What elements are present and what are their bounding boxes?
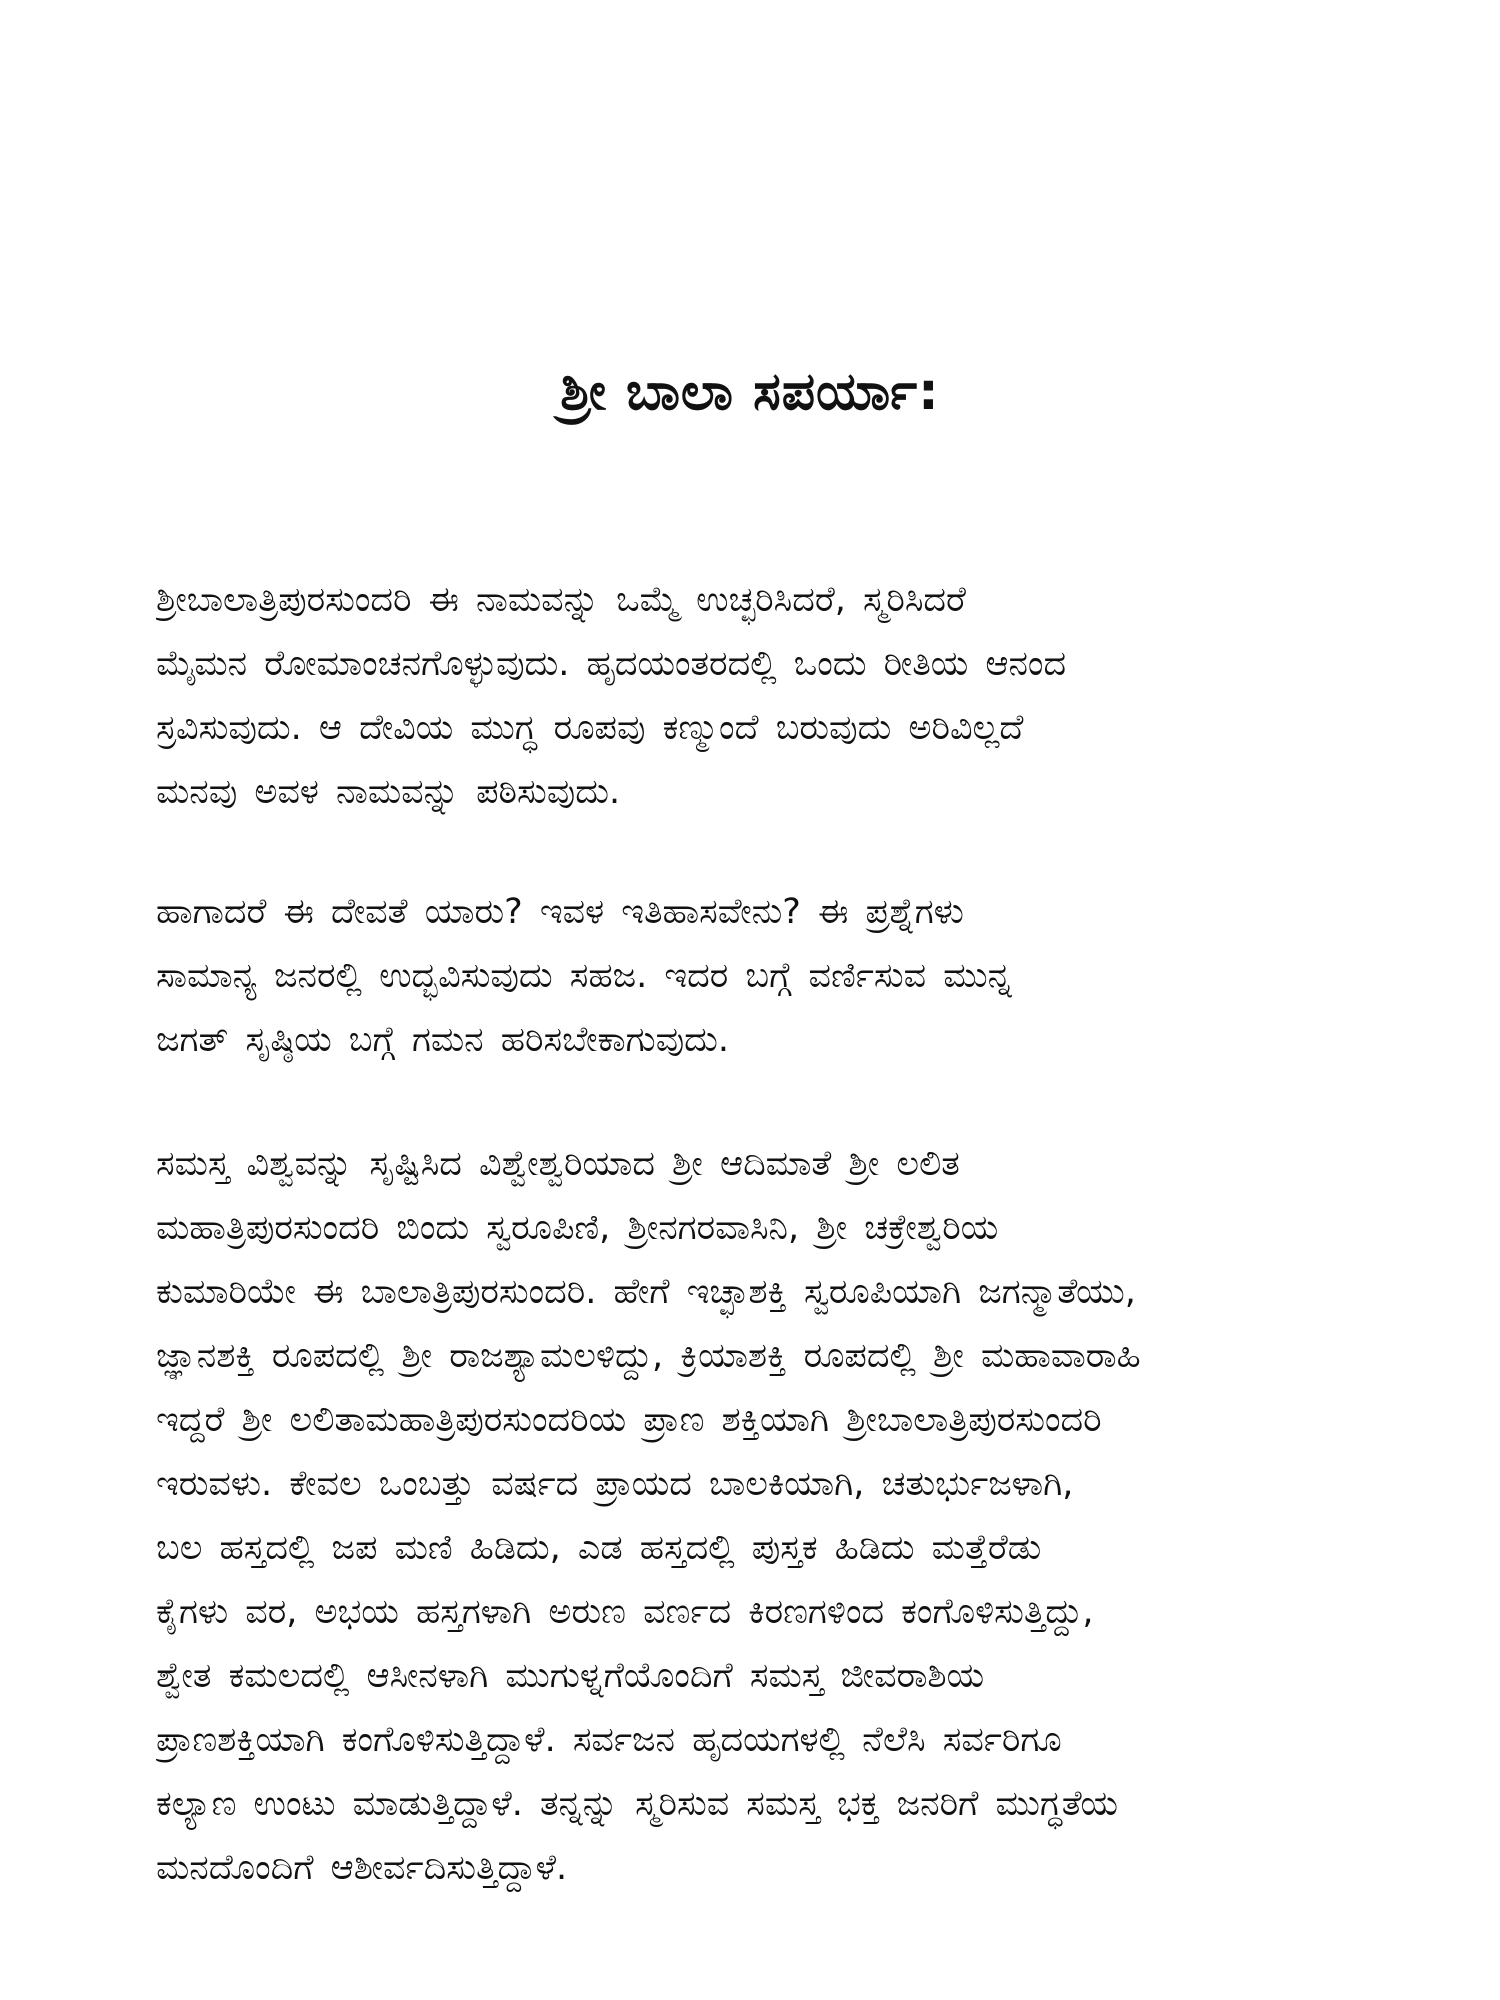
paragraph-line: ಶ್ರೀಬಾಲಾತ್ರಿಪುರಸುಂದರಿ ಈ ನಾಮವನ್ನು ಒಮ್ಮೆ ಉಚ್ಛರಿಸಿದರೆ, ಸ್ಮರಿಸಿದರೆ: [156, 580, 966, 620]
paragraph-3: [156, 1132, 1346, 1900]
paragraph-line: ಕೈಗಳು ವರ, ಅಭಯ ಹಸ್ತಗಳಾಗಿ ಅರುಣ ವರ್ಣದ ಕಿರಣಗಳಿಂದ ಕಂಗೊಳಿಸುತ್ತಿದ್ದು,: [156, 1592, 1094, 1632]
paragraph-line: ಇರುವಳು. ಕೇವಲ ಒಂಬತ್ತು ವರ್ಷದ ಪ್ರಾಯದ ಬಾಲಕಿಯಾಗಿ, ಚತುರ್ಭುಜಳಾಗಿ,: [156, 1464, 1074, 1504]
paragraph-line: ಮನವು ಅವಳ ನಾಮವನ್ನು ಪಠಿಸುವುದು.: [156, 772, 621, 812]
paragraph-1: [156, 568, 1346, 824]
paragraph-line: ಸಾಮಾನ್ಯ ಜನರಲ್ಲಿ ಉದ್ಭವಿಸುವುದು ಸಹಜ. ಇದರ ಬಗ್ಗೆ ವರ್ಣಿಸುವ ಮುನ್ನ: [156, 956, 1012, 996]
paragraph-line: ಸಮಸ್ತ ವಿಶ್ವವನ್ನು ಸೃಷ್ಟಿಸಿದ ವಿಶ್ವೇಶ್ವರಿಯಾದ ಶ್ರೀ ಆದಿಮಾತೆ ಶ್ರೀ ಲಲಿತ: [156, 1144, 960, 1184]
paragraph-line: ಮಹಾತ್ರಿಪುರಸುಂದರಿ ಬಿಂದು ಸ್ವರೂಪಿಣಿ, ಶ್ರೀನಗರವಾಸಿನಿ, ಶ್ರೀ ಚಕ್ರೇಶ್ವರಿಯ: [156, 1208, 999, 1248]
paragraph-line: ಕುಮಾರಿಯೇ ಈ ಬಾಲಾತ್ರಿಪುರಸುಂದರಿ. ಹೇಗೆ ಇಚ್ಛಾಶಕ್ತಿ ಸ್ವರೂಪಿಯಾಗಿ ಜಗನ್ಮಾತೆಯು,: [156, 1272, 1136, 1312]
paragraph-line: ಕಲ್ಯಾಣ ಉಂಟು ಮಾಡುತ್ತಿದ್ದಾಳೆ. ತನ್ನನ್ನು ಸ್ಮರಿಸುವ ಸಮಸ್ತ ಭಕ್ತ ಜನರಿಗೆ ಮುಗ್ಧತೆಯ: [156, 1784, 1119, 1824]
paragraph-line: ಹಾಗಾದರೆ ಈ ದೇವತೆ ಯಾರು? ಇವಳ ಇತಿಹಾಸವೇನು? ಈ ಪ್ರಶ್ನೆಗಳು: [156, 892, 964, 932]
paragraph-line: ಇದ್ದರೆ ಶ್ರೀ ಲಲಿತಾಮಹಾತ್ರಿಪುರಸುಂದರಿಯ ಪ್ರಾಣ ಶಕ್ತಿಯಾಗಿ ಶ್ರೀಬಾಲಾತ್ರಿಪುರಸುಂದರಿ: [156, 1400, 1102, 1440]
paragraph-line: ಪ್ರಾಣಶಕ್ತಿಯಾಗಿ ಕಂಗೊಳಿಸುತ್ತಿದ್ದಾಳೆ. ಸರ್ವಜನ ಹೃದಯಗಳಲ್ಲಿ ನೆಲೆಸಿ ಸರ್ವರಿಗೂ: [156, 1720, 1062, 1760]
paragraph-line: ಮೈಮನ ರೋಮಾಂಚನಗೊಳ್ಳುವುದು. ಹೃದಯಂತರದಲ್ಲಿ ಒಂದು ರೀತಿಯ ಆನಂದ: [156, 644, 1067, 684]
paragraph-line: ಶ್ವೇತ ಕಮಲದಲ್ಲಿ ಆಸೀನಳಾಗಿ ಮುಗುಳ್ನಗೆಯೊಂದಿಗೆ ಸಮಸ್ತ ಜೀವರಾಶಿಯ: [156, 1656, 985, 1696]
paragraph-line: ಜ್ಞಾನಶಕ್ತಿ ರೂಪದಲ್ಲಿ ಶ್ರೀ ರಾಜಶ್ಯಾಮಲಳಿದ್ದು, ಕ್ರಿಯಾಶಕ್ತಿ ರೂಪದಲ್ಲಿ ಶ್ರೀ ಮಹಾವಾರಾಹಿ: [156, 1336, 1141, 1376]
paragraph-line: ಬಲ ಹಸ್ತದಲ್ಲಿ ಜಪ ಮಣಿ ಹಿಡಿದು, ಎಡ ಹಸ್ತದಲ್ಲಿ ಪುಸ್ತಕ ಹಿಡಿದು ಮತ್ತೆರೆಡು: [156, 1528, 1042, 1568]
paragraph-line: ಸ್ರವಿಸುವುದು. ಆ ದೇವಿಯ ಮುಗ್ಧ ರೂಪವು ಕಣ್ಮುಂದೆ ಬರುವುದು ಅರಿವಿಲ್ಲದೆ: [156, 708, 1024, 748]
paragraph-2: [156, 880, 1346, 1072]
paragraph-line: ಮನದೊಂದಿಗೆ ಆಶೀರ್ವದಿಸುತ್ತಿದ್ದಾಳೆ.: [156, 1848, 568, 1888]
page-title: ಶ್ರೀ ಬಾಲಾ ಸಪರ್ಯಾ:: [560, 362, 940, 422]
paragraph-line: ಜಗತ್ ಸೃಷ್ಠಿಯ ಬಗ್ಗೆ ಗಮನ ಹರಿಸಬೇಕಾಗುವುದು.: [156, 1020, 730, 1060]
